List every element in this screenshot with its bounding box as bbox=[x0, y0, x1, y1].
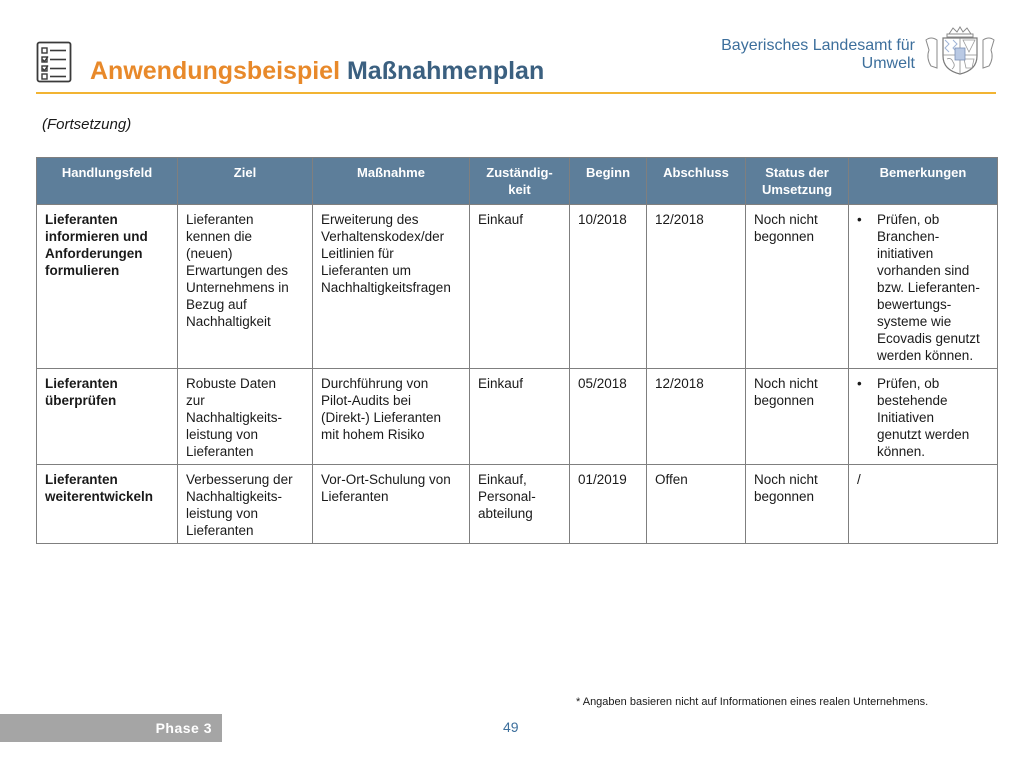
cell-handlungsfeld: Lieferanten informieren und Anforderungen formulieren bbox=[37, 205, 178, 369]
phase-bar bbox=[0, 714, 222, 742]
column-header-status: Status der Umsetzung bbox=[746, 158, 849, 205]
cell-beginn: 05/2018 bbox=[570, 369, 647, 465]
page-number: 49 bbox=[503, 719, 519, 735]
cell-beginn: 10/2018 bbox=[570, 205, 647, 369]
title-main: Maßnahmenplan bbox=[346, 57, 545, 85]
cell-status: Noch nicht begonnen bbox=[746, 205, 849, 369]
cell-bemerkungen bbox=[849, 205, 998, 369]
title-accent: Anwendungsbeispiel bbox=[90, 57, 341, 85]
cell-ziel: Verbesserung der Nachhaltigkeits- leistung von Lieferanten bbox=[178, 465, 313, 544]
column-header-ziel: Ziel bbox=[178, 158, 313, 205]
column-header-beginn: Beginn bbox=[570, 158, 647, 205]
phase-label: Phase 3 bbox=[155, 720, 212, 736]
cell-handlungsfeld: Lieferanten weiterentwickeln bbox=[37, 465, 178, 544]
cell-zustaendigkeit: Einkauf bbox=[470, 205, 570, 369]
column-header-abschluss: Abschluss bbox=[647, 158, 746, 205]
cell-abschluss: 12/2018 bbox=[647, 205, 746, 369]
cell-zustaendigkeit: Einkauf bbox=[470, 369, 570, 465]
cell-status: Noch nicht begonnen bbox=[746, 465, 849, 544]
table-row bbox=[37, 205, 998, 369]
bullet-point: • bbox=[857, 376, 862, 391]
header-rule bbox=[36, 92, 996, 94]
page-title bbox=[90, 56, 544, 86]
cell-massnahme: Durchführung von Pilot-Audits bei (Direkt-) Lieferanten mit hohem Risiko bbox=[313, 369, 470, 465]
organization-name bbox=[721, 37, 915, 73]
table-header-row bbox=[37, 158, 998, 205]
bullet-point: • bbox=[857, 212, 862, 227]
cell-handlungsfeld: Lieferanten überprüfen bbox=[37, 369, 178, 465]
subtitle: (Fortsetzung) bbox=[42, 116, 132, 133]
bemerkungen-text: Prüfen, ob Branchen- initiativen vorhanden sind bzw. Lieferanten- bewertungs- systeme wie Ecovadis genutzt werden können. bbox=[877, 212, 980, 363]
cell-abschluss: 12/2018 bbox=[647, 369, 746, 465]
table-row bbox=[37, 465, 998, 544]
column-header-bemerkungen: Bemerkungen bbox=[849, 158, 998, 205]
organization-line-1: Bayerisches Landesamt für bbox=[721, 37, 915, 54]
cell-bemerkungen: / bbox=[849, 465, 998, 544]
bemerkungen-text: Prüfen, ob bestehende Initiativen genutzt werden können. bbox=[877, 376, 970, 459]
checklist-icon bbox=[36, 41, 72, 83]
cell-status: Noch nicht begonnen bbox=[746, 369, 849, 465]
cell-beginn: 01/2019 bbox=[570, 465, 647, 544]
organization-line-2: Umwelt bbox=[861, 55, 915, 72]
action-plan-table bbox=[36, 157, 998, 544]
cell-ziel: Lieferanten kennen die (neuen) Erwartungen des Unternehmens in Bezug auf Nachhaltigkeit bbox=[178, 205, 313, 369]
cell-massnahme: Vor-Ort-Schulung von Lieferanten bbox=[313, 465, 470, 544]
cell-abschluss: Offen bbox=[647, 465, 746, 544]
cell-ziel: Robuste Daten zur Nachhaltigkeits- leistung von Lieferanten bbox=[178, 369, 313, 465]
column-header-handlungsfeld: Handlungsfeld bbox=[37, 158, 178, 205]
column-header-massnahme: Maßnahme bbox=[313, 158, 470, 205]
column-header-zustaendigkeit: Zuständig- keit bbox=[470, 158, 570, 205]
cell-massnahme: Erweiterung des Verhaltenskodex/der Leitlinien für Lieferanten um Nachhaltigkeitsfragen bbox=[313, 205, 470, 369]
footnote: * Angaben basieren nicht auf Informationen eines realen Unternehmens. bbox=[576, 696, 929, 708]
table-row bbox=[37, 369, 998, 465]
bavarian-crest-icon bbox=[923, 26, 997, 76]
cell-bemerkungen bbox=[849, 369, 998, 465]
cell-zustaendigkeit: Einkauf, Personal- abteilung bbox=[470, 465, 570, 544]
